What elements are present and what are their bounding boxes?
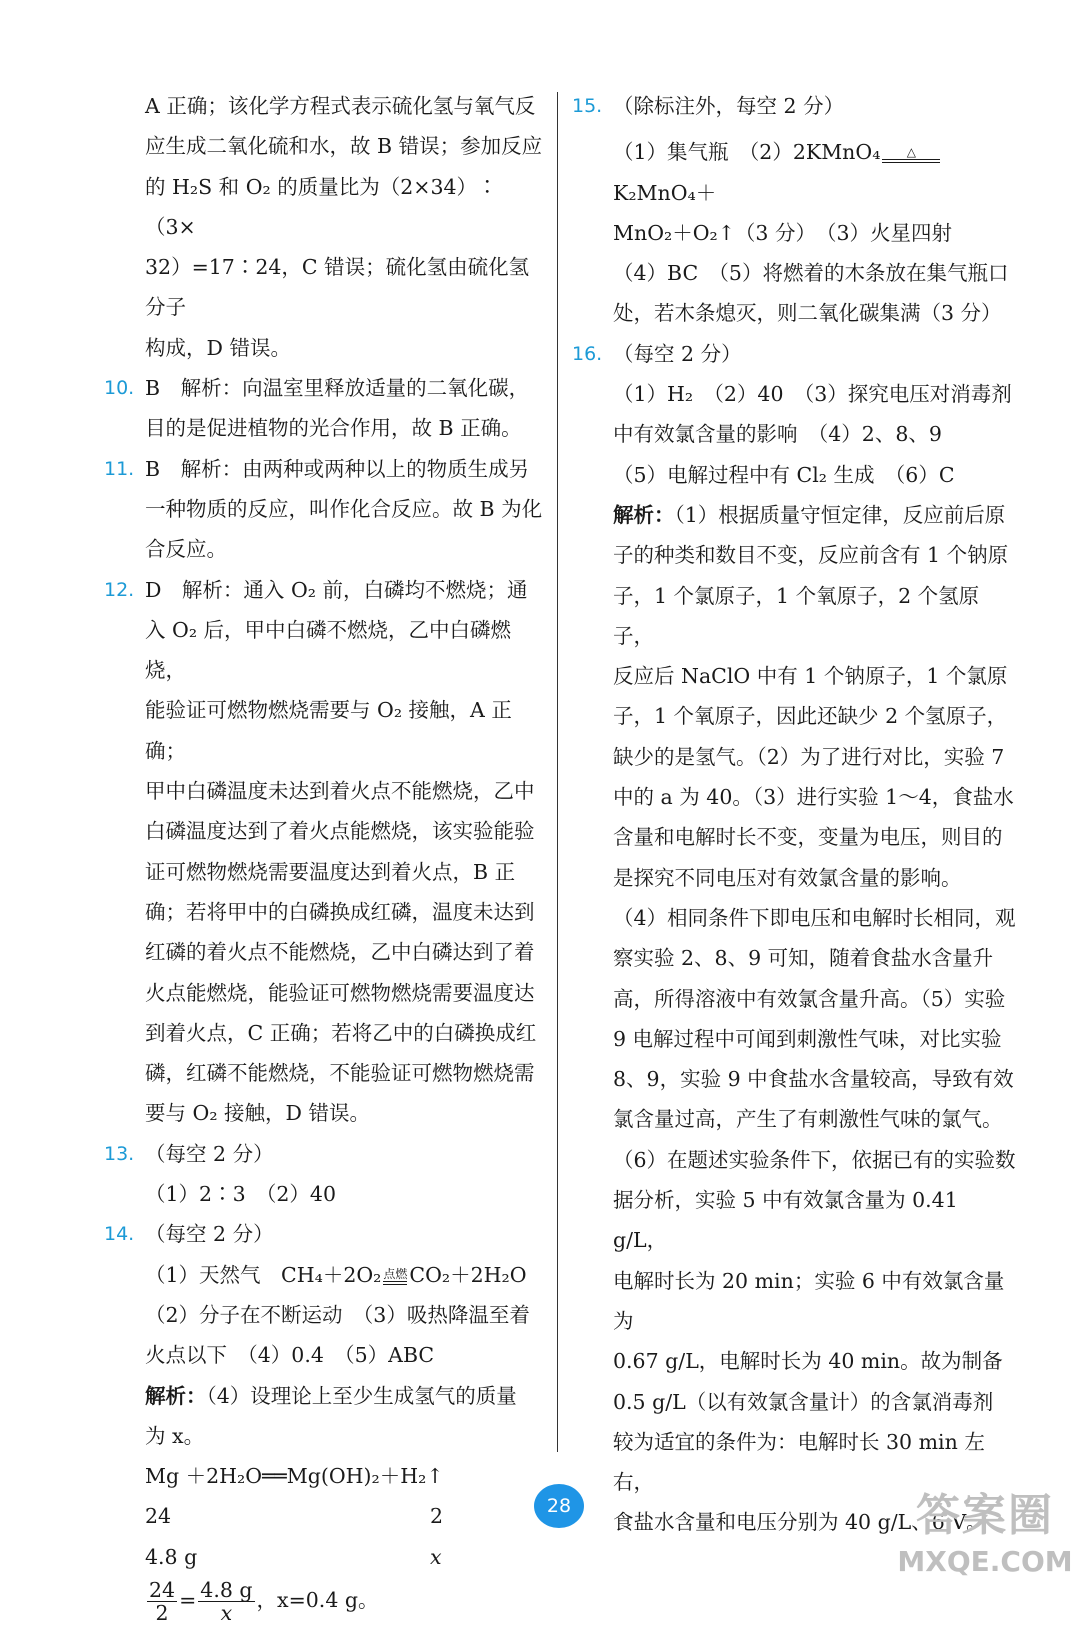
- result-text: ，x=0.4 g。: [256, 1587, 379, 1612]
- question-number: 11.: [104, 457, 135, 480]
- text-line: 的 H₂S 和 O₂ 的质量比为（2×34）∶（3×: [145, 174, 498, 239]
- text-line: （每空 2 分）: [145, 1222, 274, 1247]
- page-number: 28: [534, 1484, 584, 1528]
- equation-left: （1）集气瓶 （2）2KMnO₄: [613, 140, 881, 165]
- heat-symbol: △: [906, 144, 917, 159]
- question-14: [104, 1214, 548, 1624]
- analysis-line: [145, 1376, 548, 1416]
- watermark-logo: [895, 1488, 1075, 1596]
- watermark-title: 答案圈: [916, 1490, 1054, 1541]
- text-line: （每空 2 分）: [613, 341, 742, 366]
- denominator: 2: [155, 1600, 169, 1625]
- text-line: 为 x。: [145, 1423, 205, 1448]
- text-line: 0.67 g/L，电解时长为 40 min。故为制备: [613, 1349, 1003, 1374]
- text-line: 应生成二氧化硫和水，故 B 错误；参加反应: [145, 134, 543, 159]
- text-line: 目的是促进植物的光合作用，故 B 正确。: [145, 416, 522, 441]
- text-line: 8、9，实验 9 中食盐水含量较高，导致有效: [613, 1067, 1014, 1092]
- text-line: 高，所得溶液中有效氯含量升高。（5）实验: [613, 986, 1006, 1011]
- q9-continuation: [104, 86, 548, 368]
- text-line: 子，1 个氧原子，因此还缺少 2 个氢原子，: [613, 704, 1008, 729]
- text-line: 0.5 g/L（以有效氯含量计）的含氯消毒剂: [613, 1389, 994, 1414]
- text-line: 电解时长为 20 min；实验 6 中有效氯含量为: [613, 1268, 1005, 1333]
- text-line: 甲中白磷温度未达到着火点不能燃烧，乙中: [145, 779, 535, 804]
- denominator: x: [220, 1600, 233, 1625]
- equation-permanganate: [613, 132, 1018, 213]
- text-line: 到着火点，C 正确；若将乙中的白磷换成红: [145, 1020, 537, 1045]
- analysis-line: [613, 495, 1018, 535]
- text-line: 缺少的是氢气。（2）为了进行对比，实验 7: [613, 744, 1005, 769]
- text-line: （1）2∶3 （2）40: [145, 1182, 337, 1207]
- ratio-right: 2: [430, 1504, 444, 1529]
- text-line: D 解析：通入 O₂ 前，白磷均不燃烧；通: [145, 577, 528, 602]
- text-line: 红磷的着火点不能燃烧，乙中白磷达到了着: [145, 940, 535, 965]
- equation-combustion: [145, 1255, 548, 1295]
- reaction-condition: [383, 1267, 407, 1285]
- column-divider: [557, 92, 558, 1452]
- fraction: [147, 1579, 177, 1624]
- text-line: 火点能燃烧，能验证可燃物燃烧需要温度达: [145, 980, 535, 1005]
- text-line: （除标注外，每空 2 分）: [613, 94, 845, 118]
- analysis-label: 解析：: [613, 502, 675, 527]
- double-line: [383, 1281, 407, 1285]
- question-number: 10.: [104, 377, 135, 400]
- text-line: （4）BC （5）将燃着的木条放在集气瓶口: [613, 261, 1009, 286]
- analysis-text: （4）设理论上至少生成氢气的质量: [206, 1383, 517, 1408]
- ratio-left: 4.8 g: [145, 1544, 198, 1569]
- double-line: [882, 159, 940, 163]
- text-line: 中有效氯含量的影响 （4）2、8、9: [613, 422, 942, 447]
- ratio-row: [145, 1537, 548, 1577]
- text-line: 火点以下 （4）0.4 （5）ABC: [145, 1343, 435, 1368]
- text-line: 磷，红磷不能燃烧，不能验证可燃物燃烧需: [145, 1061, 535, 1086]
- question-11: [104, 449, 548, 570]
- text-line: 氯含量过高，产生了有刺激性气味的氯气。: [613, 1107, 1003, 1132]
- question-number: 16.: [572, 342, 603, 365]
- text-line: 32）=17∶24，C 错误；硫化氢由硫化氢分子: [145, 255, 530, 320]
- right-column: [572, 86, 1018, 1543]
- proportion: $\frac{24}{2}$ = $\frac{4.8 g}{x}$ ，x=0.4 g。: [149, 1577, 379, 1625]
- equation-right: K₂MnO₄＋: [613, 180, 717, 205]
- text-line: 据分析，实验 5 中有效氯含量为 0.41 g/L，: [613, 1188, 958, 1253]
- text-line: 合反应。: [145, 537, 227, 562]
- left-column: [104, 86, 548, 1624]
- question-10: [104, 368, 548, 449]
- text-line: 白磷温度达到了着火点能燃烧，该实验能验: [145, 819, 535, 844]
- text-line: 一种物质的反应，叫作化合反应。故 B 为化: [145, 496, 543, 521]
- numerator: 4.8 g: [200, 1577, 253, 1602]
- fraction: [198, 1579, 254, 1624]
- question-13: [104, 1134, 548, 1215]
- text-line: 察实验 2、8、9 可知，随着食盐水含量升: [613, 946, 994, 971]
- condition-text: 点燃: [383, 1267, 408, 1282]
- analysis-text: （1）根据质量守恒定律，反应前后原: [674, 502, 1006, 527]
- question-16: [572, 334, 1018, 1543]
- text-line: 确；若将甲中的白磷换成红磷，温度未达到: [145, 899, 535, 924]
- question-number: 14.: [104, 1223, 135, 1246]
- equation-magnesium: Mg ＋2H₂O══Mg(OH)₂＋H₂↑: [145, 1464, 444, 1489]
- text-line: （每空 2 分）: [145, 1141, 274, 1166]
- text-line: A 正确；该化学方程式表示硫化氢与氧气反: [145, 94, 536, 118]
- text-line: 中的 a 为 40。（3）进行实验 1～4，食盐水: [613, 785, 1014, 810]
- text-line: （6）在题述实验条件下，依据已有的实验数: [613, 1147, 1016, 1172]
- question-number: 13.: [104, 1142, 135, 1165]
- equation-right: CO₂＋2H₂O: [409, 1262, 527, 1287]
- text-line: （4）相同条件下即电压和电解时长相同，观: [613, 905, 1016, 930]
- text-line: B 解析：向温室里释放适量的二氧化碳，: [145, 376, 530, 401]
- text-line: 要与 O₂ 接触，D 错误。: [145, 1101, 371, 1126]
- ratio-row: [145, 1496, 548, 1536]
- text-line: （5）电解过程中有 Cl₂ 生成 （6）C: [613, 462, 955, 487]
- text-line: 能验证可燃物燃烧需要与 O₂ 接触，A 正确；: [145, 698, 512, 763]
- text-line: 入 O₂ 后，甲中白磷不燃烧，乙中白磷燃烧，: [145, 617, 512, 683]
- text-line: 9 电解过程中可闻到刺激性气味，对比实验: [613, 1026, 1002, 1051]
- text-line: 含量和电解时长不变，变量为电压，则目的: [613, 825, 1003, 850]
- text-line: 较为适宜的条件为：电解时长 30 min 左右，: [613, 1429, 985, 1495]
- text-line: MnO₂＋O₂↑（3 分） （3）火星四射: [613, 220, 953, 245]
- ratio-left: 24: [145, 1504, 172, 1529]
- question-12: [104, 570, 548, 1134]
- text-line: 是探究不同电压对有效氯含量的影响。: [613, 865, 962, 890]
- equation-left: （1）天然气 CH₄＋2O₂: [145, 1262, 382, 1287]
- text-line: （2）分子在不断运动 （3）吸热降温至着: [145, 1302, 530, 1327]
- text-line: 证可燃物燃烧需要温度达到着火点，B 正: [145, 859, 516, 884]
- text-line: B 解析：由两种或两种以上的物质生成另: [145, 456, 530, 481]
- question-number: 12.: [104, 578, 135, 601]
- watermark-url: MXQE.COM: [897, 1545, 1073, 1578]
- text-line: 子的种类和数目不变，反应前含有 1 个钠原: [613, 543, 1009, 568]
- text-line: 反应后 NaClO 中有 1 个钠原子，1 个氯原: [613, 664, 1008, 689]
- ratio-right: x: [430, 1544, 442, 1569]
- question-15: [572, 86, 1018, 334]
- analysis-label: 解析：: [145, 1383, 207, 1408]
- text-line: 子，1 个氯原子，1 个氧原子，2 个氢原子，: [613, 583, 980, 648]
- question-number: 15.: [572, 95, 603, 117]
- text-line: 构成，D 错误。: [145, 335, 291, 360]
- numerator: 24: [149, 1577, 176, 1602]
- reaction-condition: [882, 145, 940, 163]
- text-line: （1）H₂ （2）40 （3）探究电压对消毒剂: [613, 382, 1012, 407]
- text-line: 食盐水含量和电压分别为 40 g/L、6 V。: [613, 1510, 987, 1535]
- text-line: 处，若木条熄灭，则二氧化碳集满（3 分）: [613, 301, 1002, 326]
